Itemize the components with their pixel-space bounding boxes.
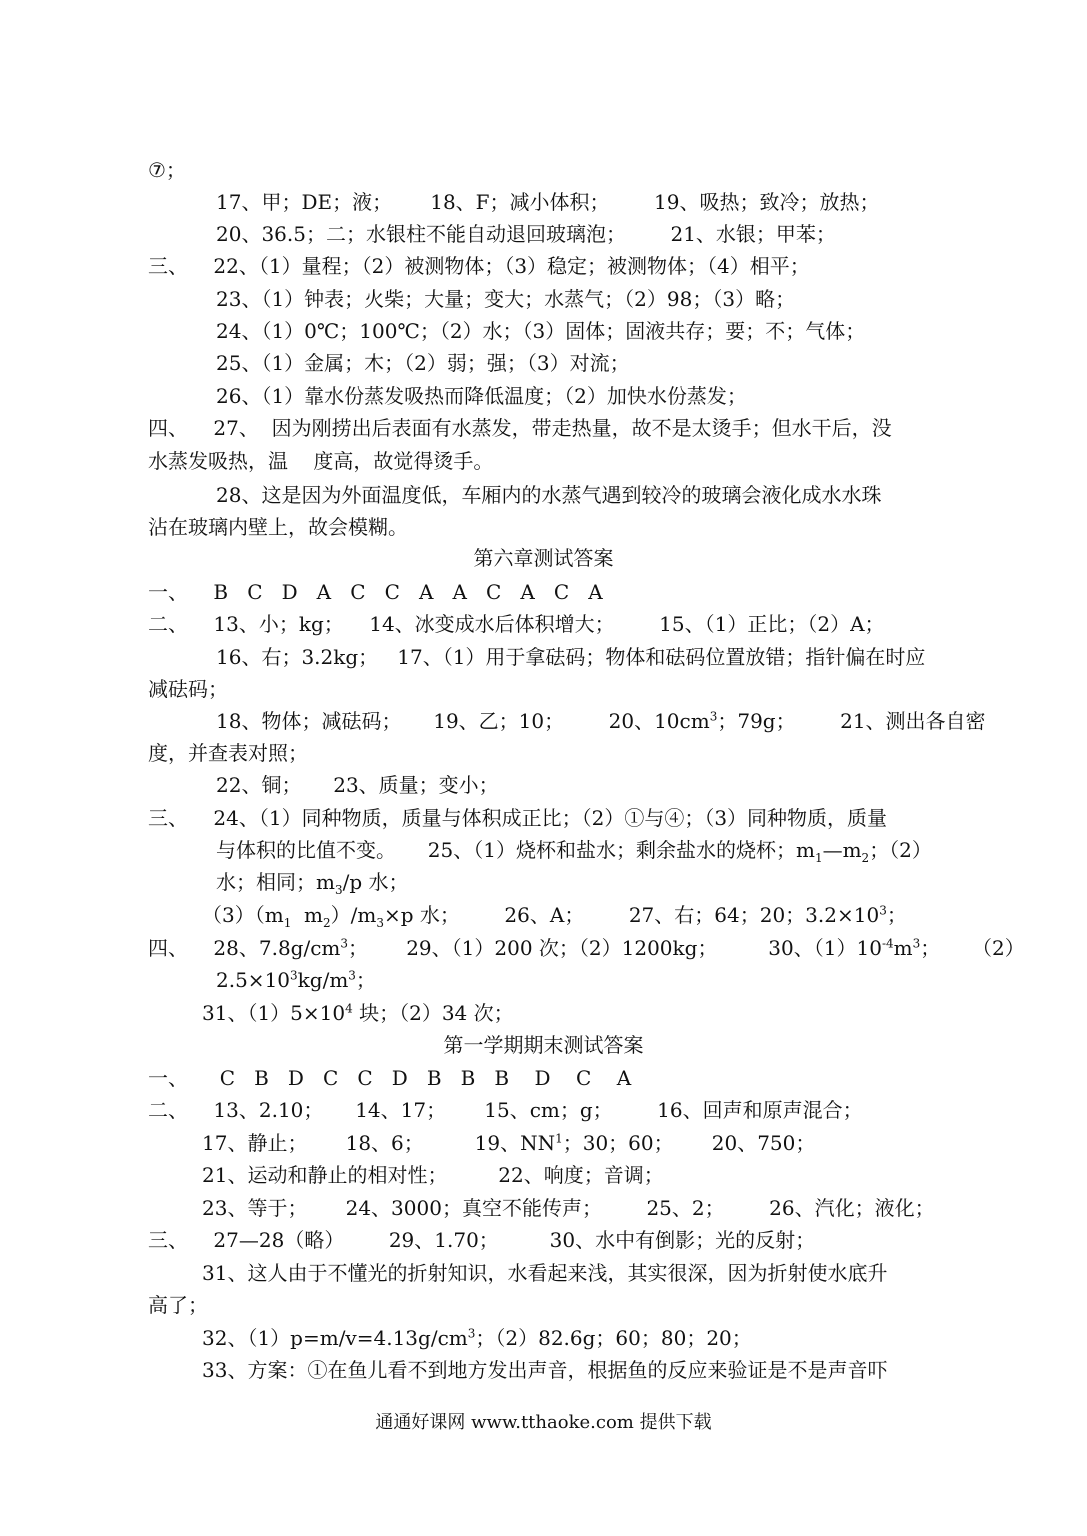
text-line: 二、 13、小；kg； 14、冰变成水后体积增大； 15、（1）正比；（2）A； [148,612,885,636]
text-line: 22、铜； 23、质量；变小； [216,773,499,797]
text-line: 26、（1）靠水份蒸发吸热而降低温度；（2）加快水份蒸发； [216,384,747,408]
section-heading: 第六章测试答案 [473,546,614,570]
text-line: 24、（1）0℃；100℃；（2）水；（3）固体；固液共存；要；不；气体； [216,319,866,343]
text-line: 三、 22、（1）量程；（2）被测物体；（3）稳定；被测物体；（4）相平； [148,254,810,278]
text-line: 一、 B C D A C C A A C A C A [148,580,603,604]
text-line: 18、物体；减砝码； 19、乙；10； 20、$10cm^3$；79g； 21、测出各自密 [216,709,986,733]
text-line: 16、右；3.2kg； 17、（1）用于拿砝码；物体和砝码位置放错；指针偏在时应 [216,645,926,669]
text-line: 25、（1）金属；木；（2）弱；强；（3）对流； [216,351,630,375]
text-line: 32、$(1)p=m/v=4.13g/cm^3$；（2）82.6g；60；80；20； [202,1326,752,1350]
text-line: ⑦； [148,158,186,182]
text-line: 减砝码； [148,677,228,701]
text-line: 28、这是因为外面温度低，车厢内的水蒸气遇到较冷的玻璃会液化成水水珠 [216,483,882,507]
text-line: 水；相同；$m_3/p$ 水； [216,870,409,897]
text-line: 23、（1）钟表；火柴；大量；变大；水蒸气；（2）98；（3）略； [216,287,796,311]
text-line: 二、 13、2.10； 14、17； 15、cm；g； 16、回声和原声混合； [148,1098,863,1122]
text-line: $(3)(m_1$ $m_2)/m_3\times p$ 水； 26、A； 27、右；64；20；$3.2\times 10^3$； [202,903,907,930]
text-line: 水蒸发吸热，温 度高，故觉得烫手。 [148,449,494,473]
text-line: 一、 C B D C C D B B B D C A [148,1066,632,1090]
text-line: 17、静止； 18、6； 19、$NN^1$；30；60； 20、750； [202,1131,816,1155]
text-line: 23、等于； 24、3000；真空不能传声； 25、2； 26、汽化；液化； [202,1196,935,1220]
text-line: 沾在玻璃内壁上，故会模糊。 [148,515,408,539]
text-line: 高了； [148,1293,208,1317]
page-footer: 通通好课网 www.tthaoke.com 提供下载 [375,1412,712,1433]
text-line: 31、这人由于不懂光的折射知识，水看起来浅，其实很深，因为折射使水底升 [202,1261,888,1285]
text-line: 度，并查表对照； [148,741,308,765]
text-line: 与体积的比值不变。 25、（1）烧杯和盐水；剩余盐水的烧杯；$m_1—m_2$；（2） [216,838,932,865]
text-line: 31、$(1)5\times 10^4$ 块；（2）34 次； [202,1001,514,1025]
text-line: 21、运动和静止的相对性； 22、响度；音调； [202,1163,664,1187]
text-line: $2.5\times 10^3kg/m^3$； [216,968,376,992]
text-line: 四、 28、$7.8g/cm^3$； 29、（1）200 次；（2）1200kg； 30、$(1)10^{-4}m^3$； （2） [148,936,1025,960]
text-line: 三、 24、（1）同种物质，质量与体积成正比；（2）①与④；（3）同种物质，质量 [148,806,888,830]
text-line: 33、方案：①在鱼儿看不到地方发出声音，根据鱼的反应来验证是不是声音吓 [202,1358,888,1382]
section-heading: 第一学期期末测试答案 [443,1033,644,1057]
text-line: 17、甲；DE；液； 18、F；减小体积； 19、吸热；致冷；放热； [216,190,880,214]
text-line: 四、 27、 因为刚捞出后表面有水蒸发，带走热量，故不是太烫手；但水干后，没 [148,416,892,440]
text-line: 三、 27—28（略） 29、1.70； 30、水中有倒影；光的反射； [148,1228,816,1252]
text-line: 20、36.5；二；水银柱不能自动退回玻璃泡； 21、水银；甲苯； [216,222,836,246]
